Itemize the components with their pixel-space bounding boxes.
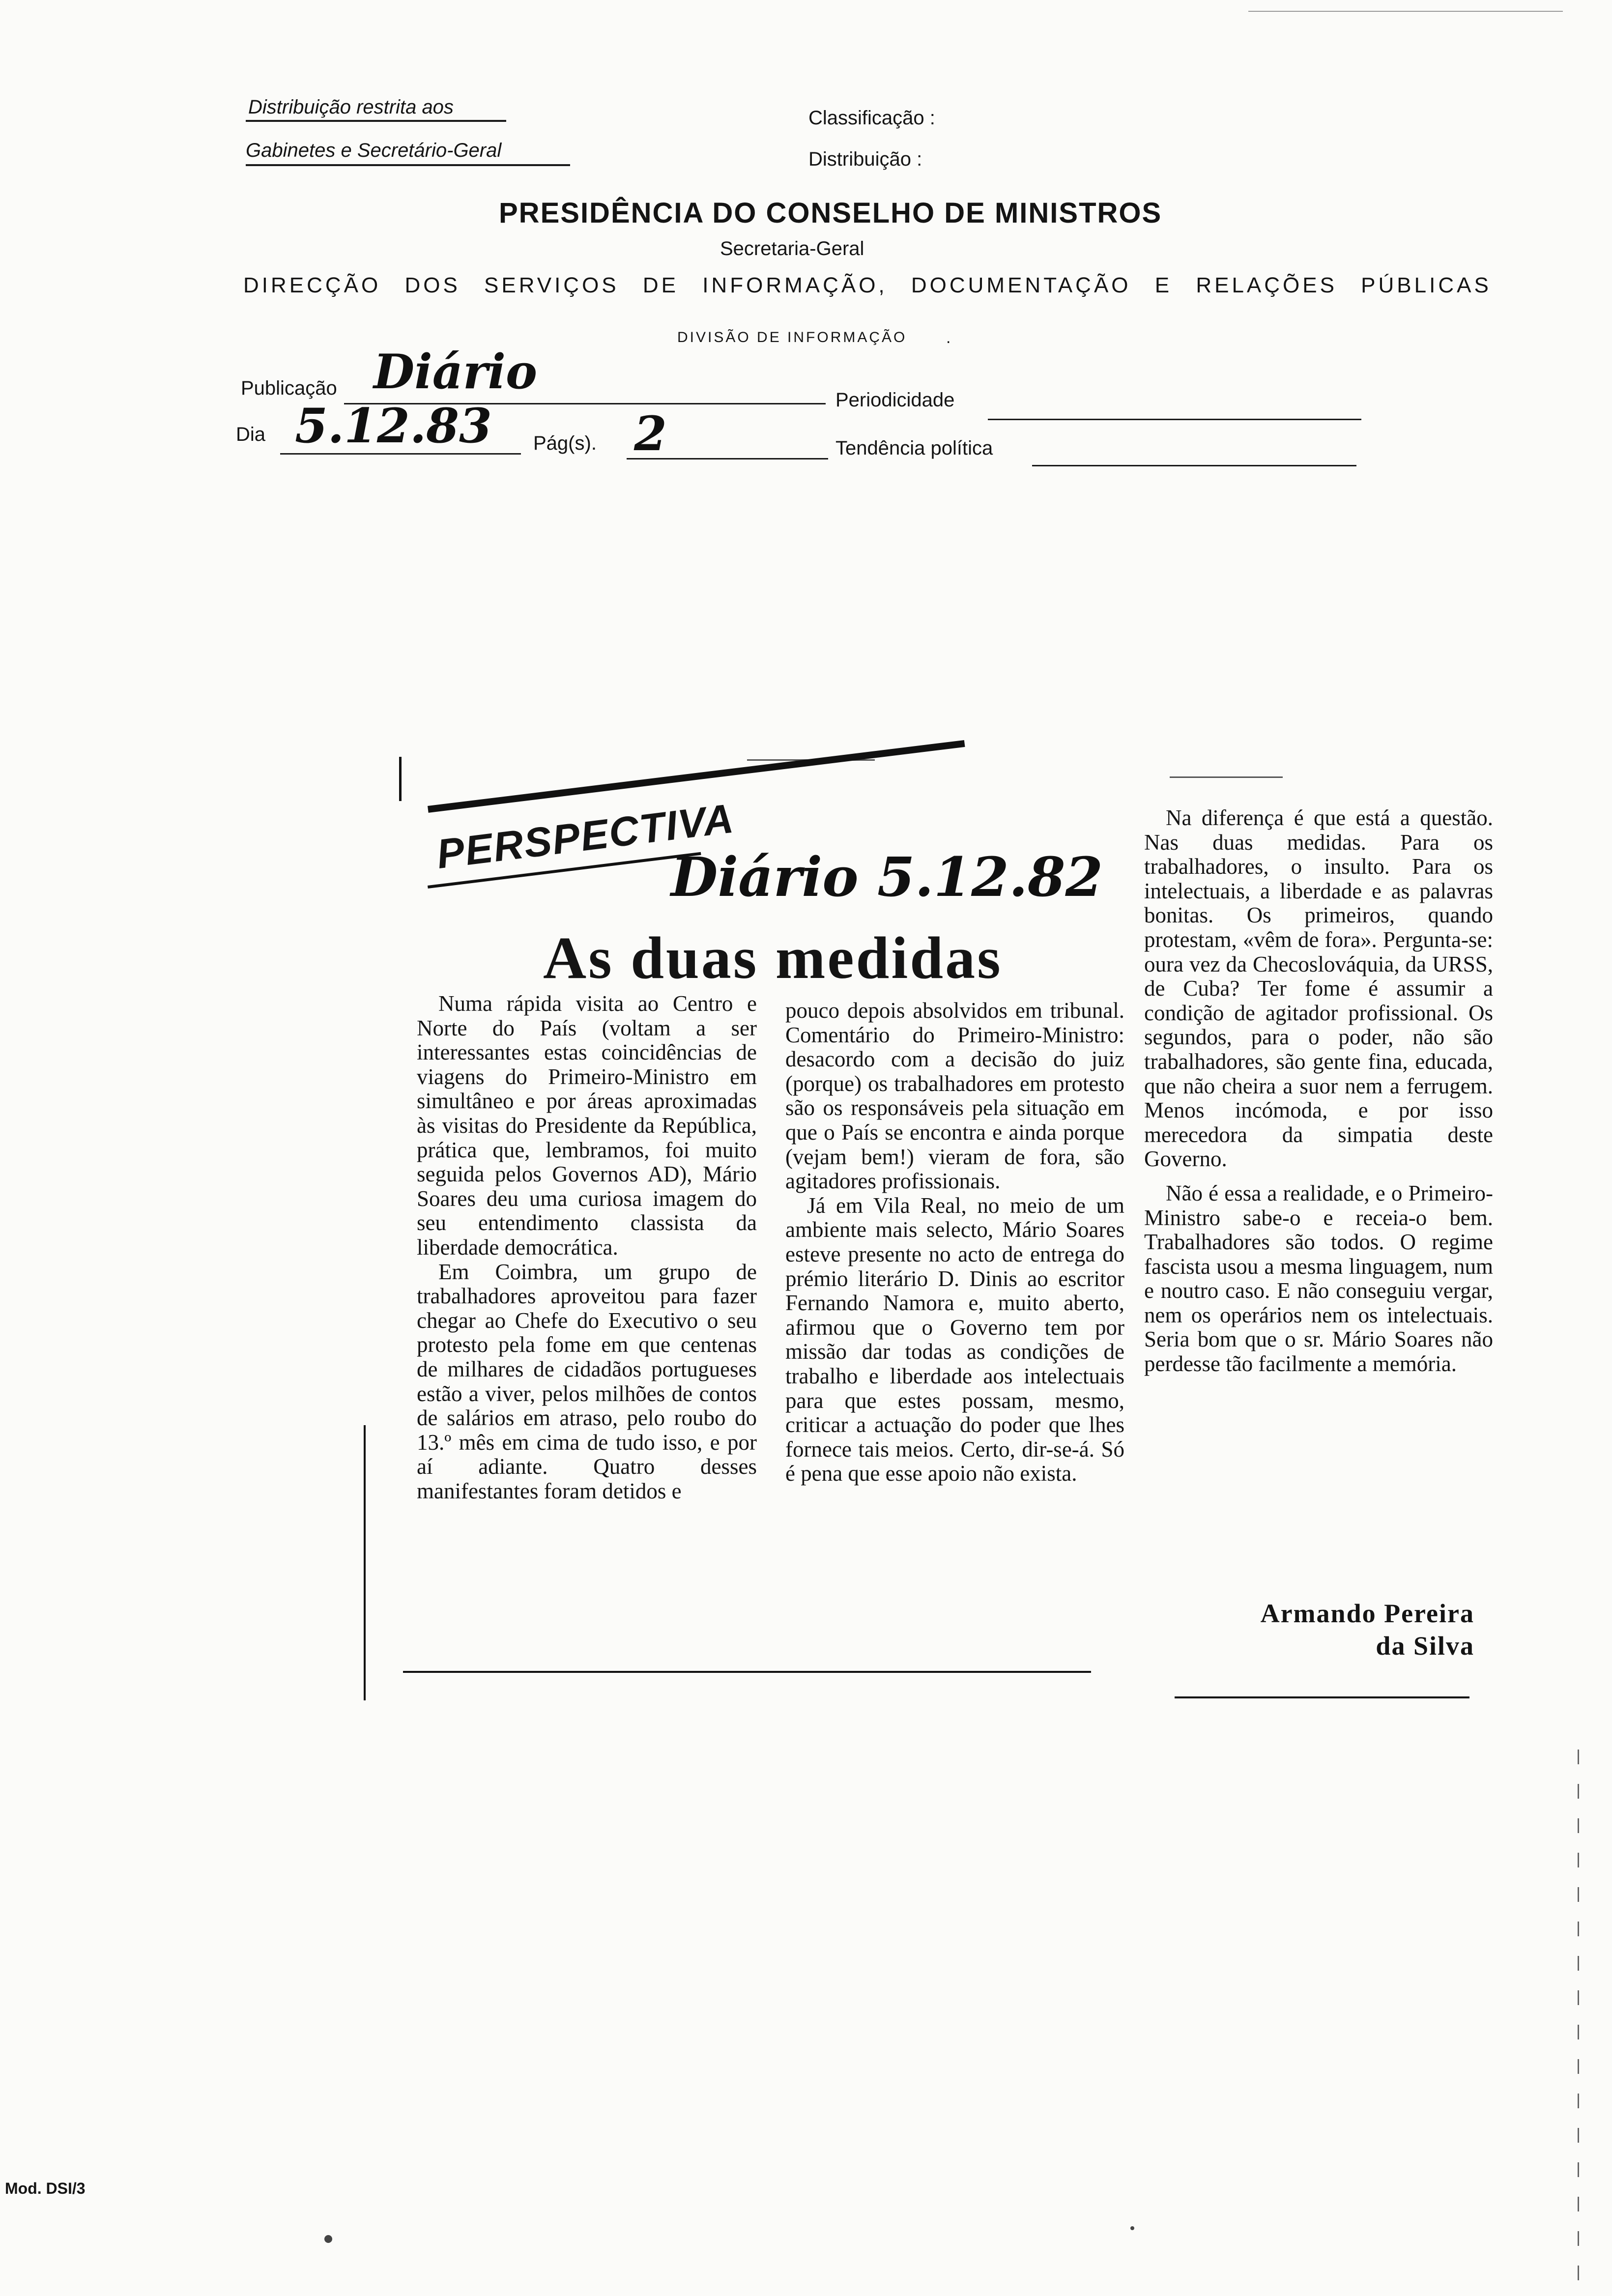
clipping-top-edge-right (1170, 776, 1283, 778)
directorate-line: DIRECÇÃO DOS SERVIÇOS DE INFORMAÇÃO, DOCUMENTAÇÃO E RELAÇÕES PÚBLICAS (243, 273, 1492, 297)
model-code: Mod. DSI/3 (5, 2180, 86, 2197)
scan-edge-marks (1578, 1750, 1579, 2290)
paragraph: Em Coimbra, um grupo de trabalhadores aproveitou para fazer chegar ao Chefe do Executivo o seu protesto pela fome em que centenas de milhares de cidadãos portugueses estão a viver, pelos milhões de contos de salários em atraso, pelo roubo do 13.º mês em cima de tudo isso, e por aí adiante. Quatro desses manifestantes foram detidos e (417, 1259, 757, 1503)
clipping-edge-mark (399, 757, 402, 801)
clipping-bottom-edge (403, 1671, 1091, 1673)
distribution-note-line-2: Gabinetes e Secretário-Geral (246, 140, 502, 161)
secretariat-subtitle: Secretaria-Geral (720, 238, 864, 259)
publicacao-handwritten: Diário (374, 344, 537, 400)
pags-handwritten: 2 (634, 406, 667, 461)
scan-speck (1130, 2226, 1134, 2230)
paragraph: Não é essa a realidade, e o Primeiro-Ministro sabe-o e receia-o bem. Trabalhadores são todos. O regime fascista usou a mesma linguagem, num e noutro caso. E não conseguiu vergar, nem os operários nem os intelectuais. Seria bom que o sr. Mário Soares não perdesse tão facilmente a memória. (1144, 1180, 1493, 1377)
tendencia-label: Tendência política (835, 437, 993, 459)
periodicidade-line (988, 419, 1361, 420)
kicker-label: PERSPECTIVA (434, 795, 737, 878)
paragraph: Numa rápida visita ao Centro e Norte do País (voltam a ser interessantes estas coincidências de viagens do Primeiro-Ministro em simultâneo e por áreas aproximadas às visitas do Presidente da República, prática que, lembramos, foi muito seguida pelos Governos AD), Mário Soares deu uma curiosa imagem do seu entendimento classista da liberdade democrática. (417, 991, 757, 1260)
underline (246, 120, 506, 122)
dia-handwritten: 5.12.83 (295, 398, 492, 454)
article-headline: As duas medidas (543, 925, 1003, 991)
underline (246, 164, 570, 166)
handwritten-annotation: Diário 5.12.82 (671, 845, 1103, 909)
scan-top-line (1248, 11, 1563, 12)
author-signature (1130, 1597, 1474, 1662)
clipping-bottom-edge-right (1175, 1696, 1469, 1698)
periodicidade-label: Periodicidade (835, 389, 955, 411)
division-label: DIVISÃO DE INFORMAÇÃO (677, 329, 907, 345)
paragraph: pouco depois absolvidos em tribunal. Comentário do Primeiro-Ministro: desacordo com a decisão do juiz (porque) os trabalhadores em protesto são os responsáveis pela situação em que o País se encontra e ainda porque (vejam bem!) vieram de fora, são agitadores profissionais. (785, 998, 1124, 1194)
article-column-1 (417, 992, 757, 1503)
article-column-3 (1144, 806, 1493, 1377)
tendencia-line (1032, 465, 1356, 466)
presidency-title: PRESIDÊNCIA DO CONSELHO DE MINISTROS (499, 197, 1162, 229)
publicacao-label: Publicação (241, 377, 337, 399)
division-mark: . (946, 328, 951, 347)
classificacao-label: Classificação : (808, 107, 935, 129)
paragraph: Já em Vila Real, no meio de um ambiente mais selecto, Mário Soares esteve presente no acto de entrega do prémio literário D. Dinis ao escritor Fernando Namora e, muito aberto, afirmou que o Governo tem por missão dar todas as condições de trabalho e liberdade aos intelectuais para que estes possam, mesmo, criticar a actuação do poder que lhes fornece tais meios. Certo, dir-se-á. Só é pena que esse apoio não exista. (785, 1193, 1124, 1486)
author-line: Armando Pereira (1260, 1599, 1474, 1628)
distribuicao-label: Distribuição : (808, 148, 922, 170)
pags-label: Pág(s). (533, 432, 597, 454)
article-column-2 (785, 999, 1124, 1486)
paragraph: Na diferença é que está a questão. Nas duas medidas. Para os trabalhadores, o insulto. Para os intelectuais, a liberdade e as palavras bonitas. Os primeiros, quando protestam, «vêm de fora». Pergunta-se: oura vez da Checoslováquia, da URSS, de Cuba? Ter fome é assumir a condição de agitador profissional. Os segundos, para o poder, não são trabalhadores, são gente fina, educada, que não cheira a suor nem a ferrugem. Menos incómoda, e por isso merecedora da simpatia deste Governo. (1144, 805, 1493, 1172)
dia-label: Dia (236, 424, 266, 445)
clipping-left-edge (364, 1425, 366, 1700)
author-line: da Silva (1376, 1631, 1474, 1661)
scan-speck (324, 2235, 332, 2243)
distribution-note-line-1: Distribuição restrita aos (248, 96, 454, 118)
